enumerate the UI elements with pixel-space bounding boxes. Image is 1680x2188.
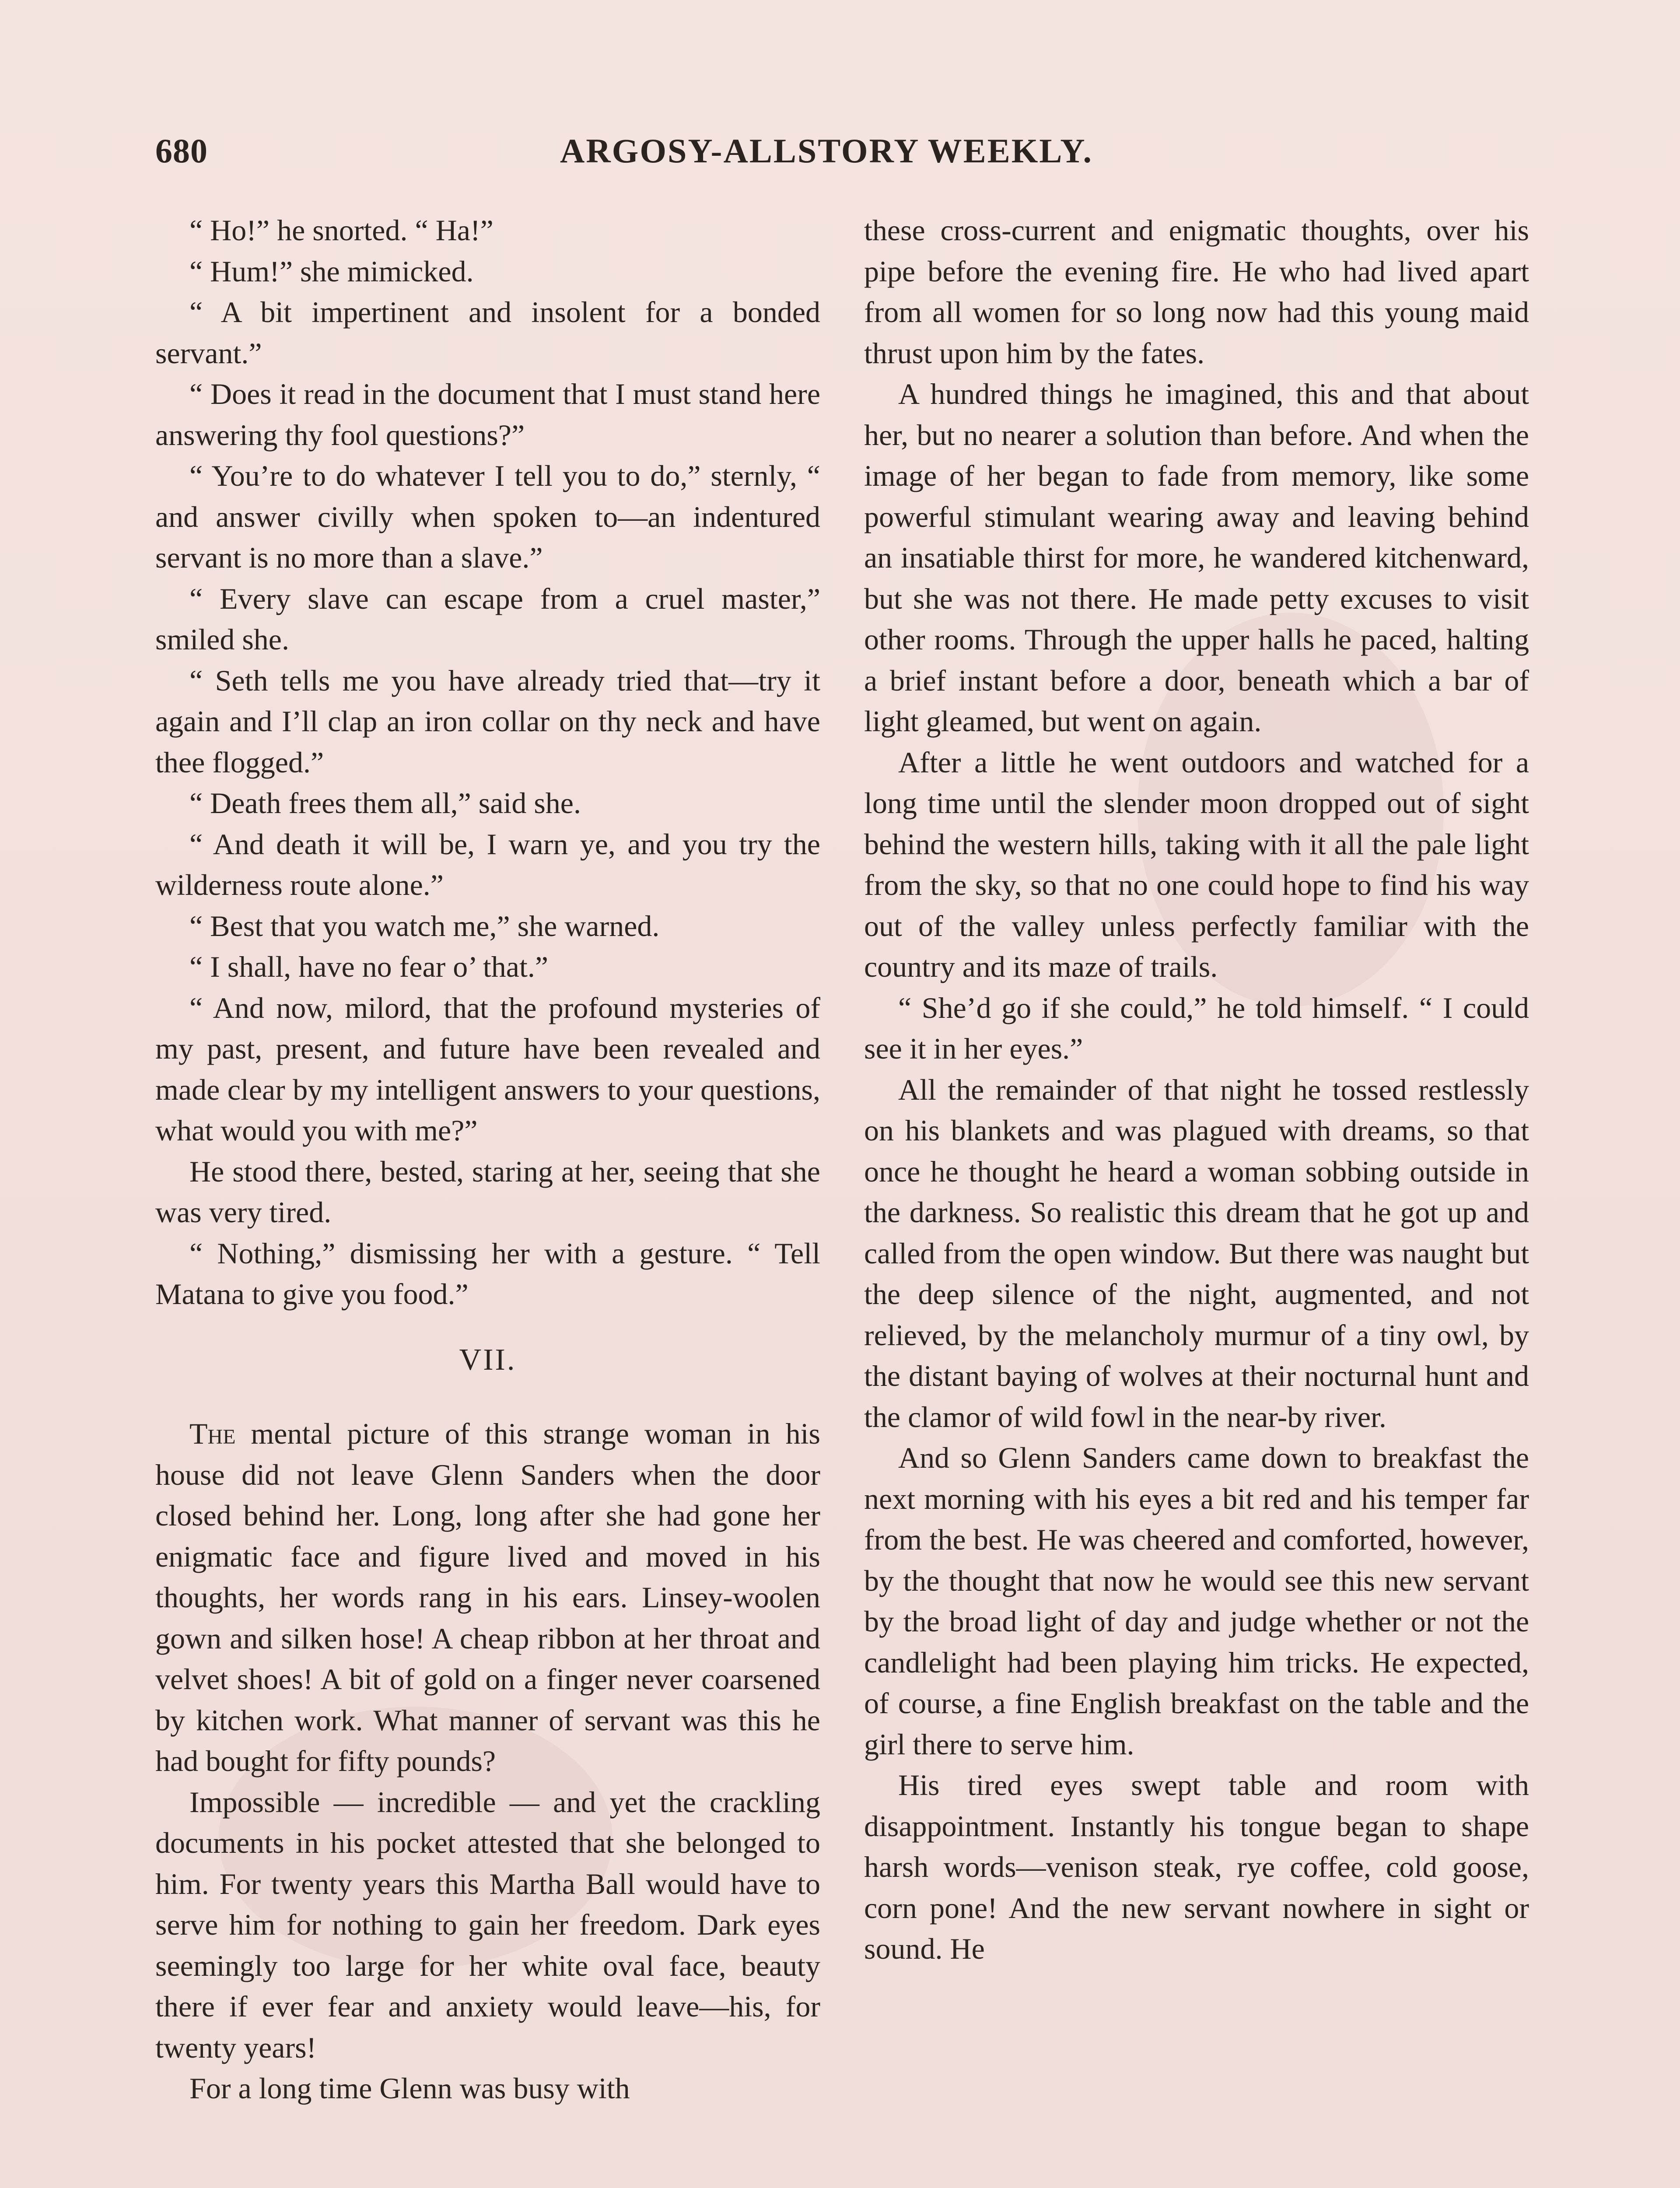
paragraph: “ Death frees them all,” said she. [189,786,581,820]
paragraph: “ I shall, have no fear o’ that.” [189,950,549,983]
running-head: ARGOSY-ALLSTORY WEEKLY. [560,132,1093,170]
chapter-heading: VII. [459,1343,517,1377]
paragraph: Impossible — incredible — and yet the crackling documents in his pocket attested that she belonged to him. For twenty years this Martha Ball would have to serve him for nothing to gain her freedom. Dark eyes seemingly too large for her white oval face, beauty there if ever fear and anxiety would leave—his, for twenty years! [155,1785,820,2064]
paragraph: He stood there, bested, staring at her, seeing that she was very tired. [155,1154,820,1229]
paragraph: And so Glenn Sanders came down to breakfast the next morning with his eyes a bit red and his temper far from the best. He was cheered and comforted, however, by the thought that now he would see this new servant by the broad light of day and judge whether or not the candlelight had been playing him tricks. He expected, of course, a fine English breakfast on the table and the girl there to serve him. [864,1441,1529,1761]
chapter-opening-paragraph [155,1413,820,1782]
paragraph: “ Best that you watch me,” she warned. [189,909,660,943]
paragraph-continued: these cross-current and enigmatic thoughts, over his pipe before the evening fire. He who had lived apart from all women for so long now had this young maid thrust upon him by the fates. [864,214,1529,370]
page-header [155,131,1533,179]
paragraph: “ She’d go if she could,” he told himself. “ I could see it in her eyes.” [864,991,1529,1065]
paragraph: “ And death it will be, I warn ye, and you try the wilderness route alone.” [155,827,820,901]
paragraph: “ A bit impertinent and insolent for a bonded servant.” [155,295,820,370]
paragraph: “ Seth tells me you have already tried that—try it again and I’ll clap an iron collar on thy neck and have thee flogged.” [155,663,820,779]
opening-paragraph-text: mental picture of this strange woman in his house did not leave Glenn Sanders when the door closed behind her. Long, long after she had gone her enigmatic face and figure lived and moved in his thoughts, her words rang in his ears. Linsey-woolen gown and silken hose! A cheap ribbon at her throat and velvet shoes! A bit of gold on a finger never coarsened by kitchen work. What manner of servant was this he had bought for fifty pounds? [155,1417,820,1778]
paragraph: “ Every slave can escape from a cruel master,” smiled she. [155,582,820,656]
paragraph: A hundred things he imagined, this and that about her, but no nearer a solution than before. And when the image of her began to fade from memory, like some powerful stimulant wearing away and leaving behind an insatiable thirst for more, he wandered kitchenward, but she was not there. He made petty excuses to visit other rooms. Through the upper halls he paced, halting a brief instant before a door, beneath which a bar of light gleamed, but went on again. [864,377,1529,738]
paragraph: “ Hum!” she mimicked. [189,254,474,288]
paragraph: “ And now, milord, that the profound mysteries of my past, present, and future have been revealed and made clear by my intelligent answers to your questions, what would you with me?” [155,991,820,1147]
paragraph: For a long time Glenn was busy with [189,2072,630,2105]
paragraph: “ Nothing,” dismissing her with a gesture. “ Tell Matana to give you food.” [155,1236,820,1311]
paragraph: After a little he went outdoors and watched for a long time until the slender moon dropped out of sight behind the western hills, taking with it all the pale light from the sky, so that no one could hope to find his way out of the valley unless perfectly familiar with the country and its maze of trails. [864,745,1529,983]
paragraph: His tired eyes swept table and room with disappointment. Instantly his tongue began to shape harsh words—venison steak, rye coffee, cold goose, corn pone! And the new servant nowhere in sight or sound. He [864,1768,1529,1965]
paragraph: “ Ho!” he snorted. “ Ha!” [189,214,494,247]
paragraph: All the remainder of that night he tossed restlessly on his blankets and was plagued with dreams, so that once he thought he heard a woman sobbing outside in the darkness. So realistic this dream that he got up and called from the open window. But there was naught but the deep silence of the night, augmented, and not relieved, by the melancholy murmur of a tiny owl, by the distant baying of wolves at their nocturnal hunt and the clamor of wild fowl in the near-by river. [864,1073,1529,1434]
right-column [864,210,1529,1970]
lead-word: The [189,1417,236,1450]
paragraph: “ You’re to do whatever I tell you to do,” sternly, “ and answer civilly when spoken to—an indentured servant is no more than a slave.” [155,459,820,574]
paragraph: “ Does it read in the document that I must stand here answering thy fool questions?” [155,377,820,452]
page-number: 680 [155,132,208,170]
left-column [155,210,820,2109]
